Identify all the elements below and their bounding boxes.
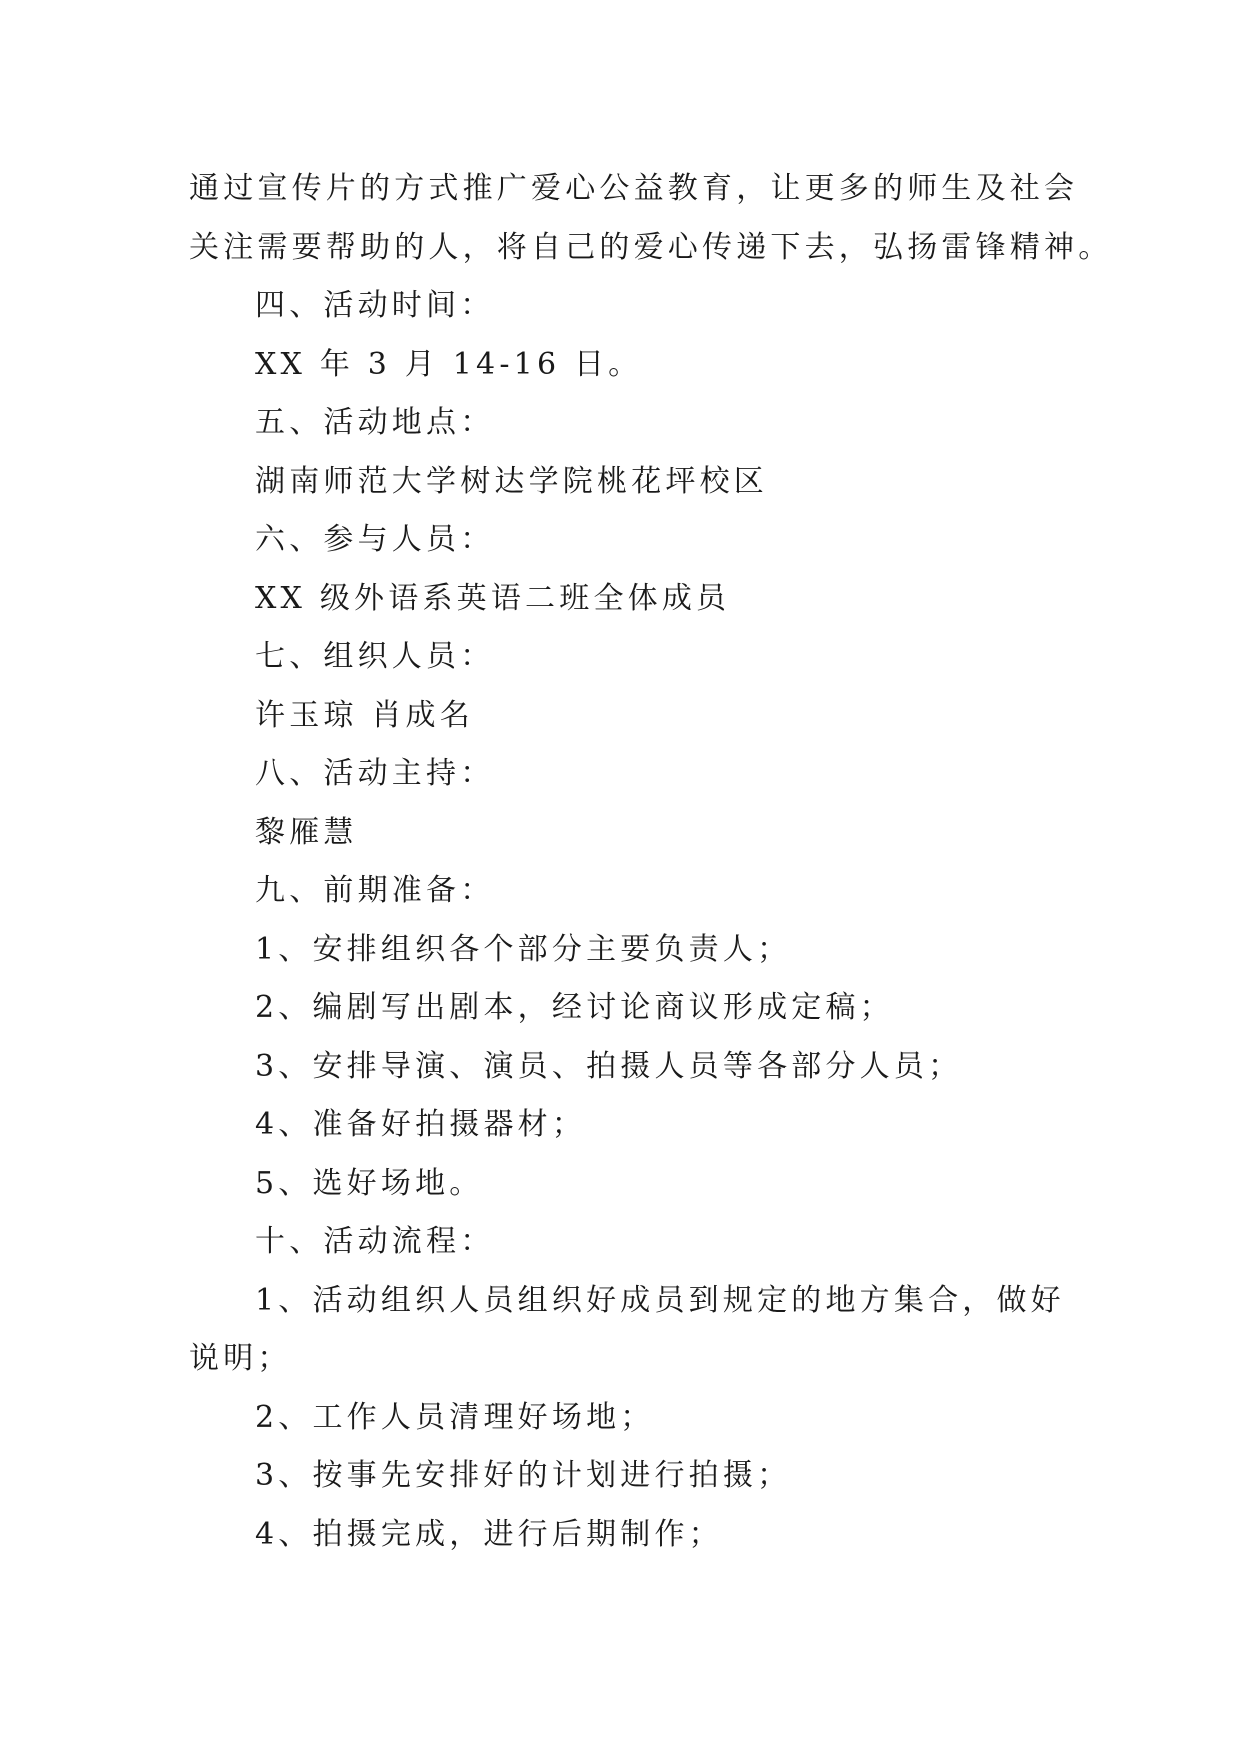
preparation-item: 2、编剧写出剧本，经讨论商议形成定稿；	[255, 990, 894, 1025]
activity-location-value: 湖南师范大学树达学院桃花坪校区	[255, 463, 768, 499]
section-heading-location: 五、活动地点：	[255, 405, 495, 440]
preparation-item: 4、准备好拍摄器材；	[255, 1107, 587, 1142]
process-item: 3、按事先安排好的计划进行拍摄；	[255, 1458, 792, 1493]
paragraph-line: 通过宣传片的方式推广爱心公益教育，让更多的师生及社会	[189, 171, 1079, 206]
process-item: 4、拍摄完成，进行后期制作；	[255, 1516, 723, 1552]
participants-value: XX 级外语系英语二班全体成员	[255, 580, 731, 616]
section-heading-host: 八、活动主持：	[255, 756, 495, 791]
section-heading-organizers: 七、组织人员：	[255, 639, 495, 674]
section-heading-preparation: 九、前期准备：	[255, 873, 495, 908]
section-heading-time: 四、活动时间：	[255, 288, 495, 323]
preparation-item: 1、安排组织各个部分主要负责人；	[255, 931, 792, 967]
process-item: 2、工作人员清理好场地；	[255, 1399, 655, 1435]
document-body	[189, 160, 1113, 1564]
process-item: 1、活动组织人员组织好成员到规定的地方集合，做好	[255, 1282, 1065, 1318]
host-value: 黎雁慧	[255, 814, 358, 850]
preparation-item: 5、选好场地。	[255, 1165, 484, 1201]
organizers-value: 许玉琼 肖成名	[255, 697, 474, 733]
paragraph-line: 关注需要帮助的人，将自己的爱心传递下去，弘扬雷锋精神。	[189, 229, 1113, 265]
section-heading-participants: 六、参与人员：	[255, 522, 495, 557]
section-heading-process: 十、活动流程：	[255, 1224, 495, 1259]
process-item-continuation: 说明；	[189, 1341, 292, 1376]
activity-time-value: XX 年 3 月 14-16 日。	[255, 346, 643, 382]
preparation-item: 3、安排导演、演员、拍摄人员等各部分人员；	[255, 1048, 963, 1084]
